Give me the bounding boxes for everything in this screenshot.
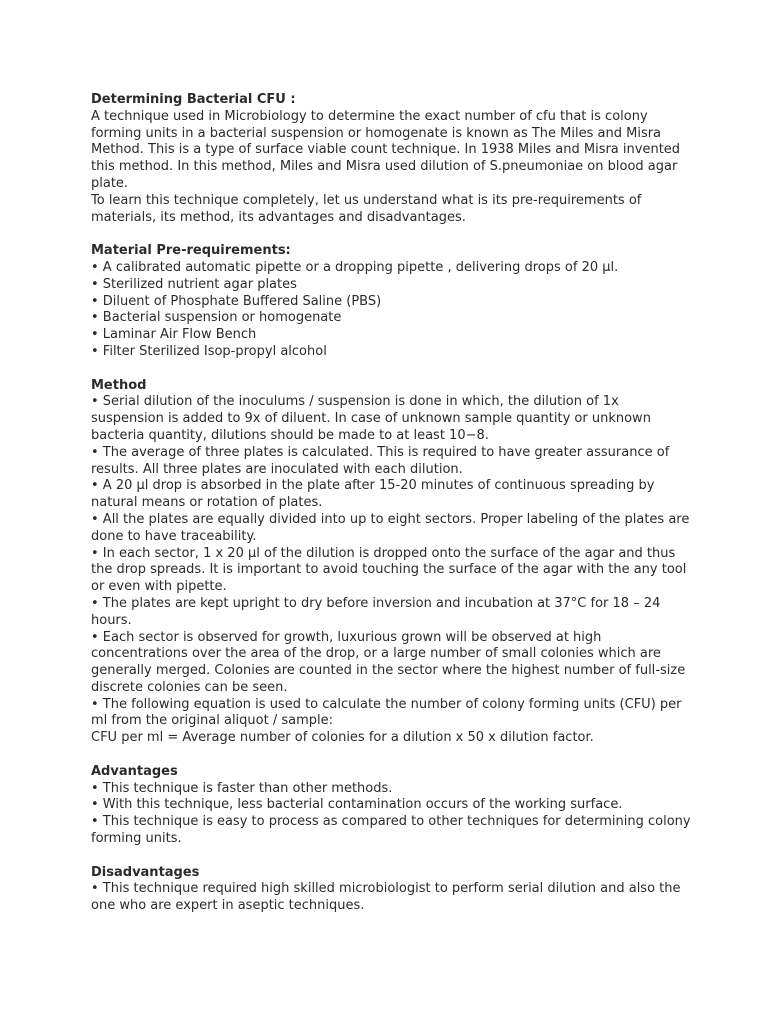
intro-paragraph: To learn this technique completely, let us understand what is its pre-requirements of materials, its method, its advantages and disadvantages. xyxy=(91,192,642,225)
advantages-item: • With this technique, less bacterial contamination occurs of the working surface. xyxy=(91,797,623,813)
materials-item: • Laminar Air Flow Bench xyxy=(91,327,257,343)
materials-item: • Sterilized nutrient agar plates xyxy=(91,276,297,292)
method-item: • In each sector, 1 x 20 µl of the dilution is dropped onto the surface of the agar and thus the drop spreads. It is important to avoid touching the surface of the agar with the any tool or even with pipette. xyxy=(91,545,687,595)
method-item: • All the plates are equally divided into up to eight sectors. Proper labeling of the plates are done to have traceability. xyxy=(91,511,690,544)
advantages-heading: Advantages xyxy=(91,763,178,779)
method-item: • Serial dilution of the inoculums / suspension is done in which, the dilution of 1x suspension is added to 9x of diluent. In case of unknown sample quantity or unknown bacteria quantity, dilutions should be made to at least 10−8. xyxy=(91,394,651,443)
intro-heading: Determining Bacterial CFU : xyxy=(91,92,296,107)
materials-item: • Bacterial suspension or homogenate xyxy=(91,310,342,326)
materials-item: • Filter Sterilized Isop-propyl alcohol xyxy=(91,343,327,359)
advantages-section xyxy=(91,764,691,848)
intro-section xyxy=(91,92,691,226)
method-section xyxy=(91,378,691,748)
disadvantages-item: • This technique required high skilled microbiologist to perform serial dilution and also the one who are expert in aseptic techniques. xyxy=(91,881,681,914)
method-item: • The average of three plates is calculated. This is required to have greater assurance of results. All three plates are inoculated with each dilution. xyxy=(91,444,670,477)
document-page xyxy=(91,92,691,915)
method-heading: Method xyxy=(91,377,147,393)
materials-section xyxy=(91,243,691,361)
materials-item: • A calibrated automatic pipette or a dropping pipette , delivering drops of 20 µl. xyxy=(91,259,619,275)
method-item: • The following equation is used to calculate the number of colony forming units (CFU) per ml from the original aliquot / sample: xyxy=(91,696,682,729)
advantages-item: • This technique is easy to process as compared to other techniques for determining colony forming units. xyxy=(91,814,691,847)
materials-item: • Diluent of Phosphate Buffered Saline (PBS) xyxy=(91,293,382,309)
materials-heading: Material Pre-requirements: xyxy=(91,243,291,259)
method-item: • Each sector is observed for growth, luxurious grown will be observed at high concentrations over the area of the drop, or a large number of small colonies which are generally merged. Colonies are counted in the sector where the highest number of full-size discrete colonies can be seen. xyxy=(91,629,686,695)
cfu-equation: CFU per ml = Average number of colonies for a dilution x 50 x dilution factor. xyxy=(91,730,594,746)
advantages-item: • This technique is faster than other methods. xyxy=(91,780,393,796)
method-item: • The plates are kept upright to dry before inversion and incubation at 37°C for 18 – 24 hours. xyxy=(91,595,661,628)
method-item: • A 20 µl drop is absorbed in the plate after 15-20 minutes of continuous spreading by natural means or rotation of plates. xyxy=(91,478,655,511)
disadvantages-section xyxy=(91,865,691,915)
intro-paragraph: A technique used in Microbiology to determine the exact number of cfu that is colony forming units in a bacterial suspension or homogenate is known as The Miles and Misra Method. This is a type of surface viable count technique. In 1938 Miles and Misra invented this method. In this method, Miles and Misra used dilution of S.pneumoniae on blood agar plate. xyxy=(91,108,681,191)
disadvantages-heading: Disadvantages xyxy=(91,864,200,880)
